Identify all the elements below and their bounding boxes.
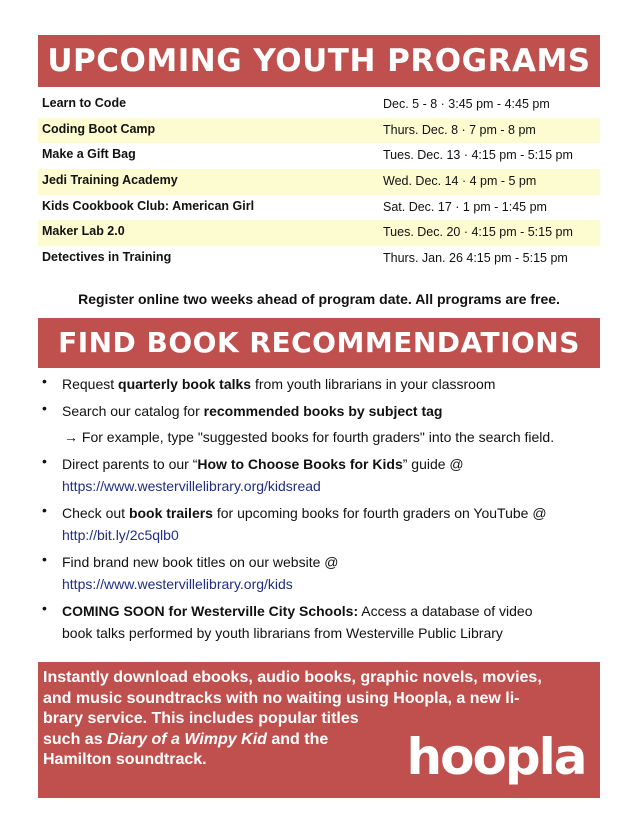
recommendations-list (38, 373, 600, 644)
bullet-icon: • (42, 373, 47, 389)
item-bold-text: COMING SOON for Westerville City Schools: (62, 603, 359, 619)
example-text: For example, type "suggested books for fourth graders" into the search field. (81, 429, 555, 445)
program-time: Thurs. Dec. 8 · 7 pm - 8 pm (383, 122, 536, 137)
list-item (38, 400, 600, 422)
program-time: Tues. Dec. 13 · 4:15 pm - 5:15 pm (383, 148, 573, 163)
program-row (38, 92, 600, 118)
list-item (38, 502, 600, 546)
item-bold-text: quarterly book talks (118, 376, 252, 392)
program-name: Jedi Training Academy (42, 173, 178, 188)
register-note: Register online two weeks ahead of program date. All programs are free. (78, 291, 560, 307)
item-text: from youth librarians in your classroom (251, 376, 496, 392)
book-recommendations-banner: FIND BOOK RECOMMENDATIONS (38, 318, 600, 368)
item-bold-text: How to Choose Books for Kids (197, 456, 403, 472)
promo-line: Hamilton soundtrack. (43, 751, 207, 768)
program-row (38, 220, 600, 246)
programs-table (38, 92, 600, 272)
hoopla-promo (38, 662, 600, 798)
item-bold-text: book trailers (128, 505, 213, 521)
kids-link[interactable]: https://www.westervillelibrary.org/kids (62, 576, 293, 592)
program-row (38, 169, 600, 195)
hoopla-logo (406, 724, 586, 788)
list-item (38, 551, 600, 595)
youth-programs-banner: UPCOMING YOUTH PROGRAMS (38, 35, 600, 87)
promo-line: and music soundtracks with no waiting using Hoopla, a new li- (43, 689, 520, 707)
program-time: Sat. Dec. 17 · 1 pm - 1:45 pm (383, 199, 547, 214)
example-note (38, 426, 600, 448)
item-text: Search our catalog for (62, 403, 204, 419)
item-text: Direct parents to our “ (62, 456, 198, 472)
program-name: Maker Lab 2.0 (42, 224, 125, 239)
program-name: Detectives in Training (42, 250, 172, 265)
program-name: Make a Gift Bag (42, 147, 136, 162)
program-time: Tues. Dec. 20 · 4:15 pm - 5:15 pm (383, 225, 573, 240)
arrow-icon: → (64, 429, 78, 445)
item-text: Request (62, 376, 119, 392)
book-title: Diary of a Wimpy Kid (107, 730, 267, 748)
list-item (38, 373, 600, 395)
program-name: Learn to Code (42, 96, 127, 110)
item-text: ” guide @ (402, 456, 464, 472)
program-row (38, 118, 600, 144)
promo-line: such as Diary of a Wimpy Kid and the (43, 730, 329, 748)
item-bold-text: recommended books by subject tag (203, 403, 443, 419)
kidsread-link[interactable]: https://www.westervillelibrary.org/kidsread (62, 478, 321, 494)
item-text: book talks performed by youth librarians from Westerville Public Library (62, 625, 503, 641)
program-time: Thurs. Jan. 26 4:15 pm - 5:15 pm (383, 251, 568, 266)
program-name: Coding Boot Camp (42, 121, 156, 136)
list-item (38, 453, 600, 497)
program-name: Kids Cookbook Club: American Girl (42, 198, 255, 213)
program-row (38, 143, 600, 169)
program-row (38, 195, 600, 221)
item-text: for upcoming books for fourth graders on YouTube @ (212, 505, 547, 521)
program-time: Wed. Dec. 14 · 4 pm - 5 pm (383, 174, 537, 189)
youtube-link[interactable]: http://bit.ly/2c5qlb0 (62, 527, 179, 543)
bullet-icon: • (42, 551, 47, 567)
bullet-icon: • (42, 400, 47, 416)
bullet-icon: • (42, 453, 47, 469)
item-text: Find brand new book titles on our website @ (62, 554, 339, 570)
bullet-icon: • (42, 502, 47, 518)
list-item (38, 600, 600, 644)
program-time: Dec. 5 - 8 · 3:45 pm - 4:45 pm (383, 97, 550, 111)
promo-line: Instantly download ebooks, audio books, graphic novels, movies, (43, 669, 542, 686)
hoopla-logo-text: hoopla (406, 728, 586, 786)
promo-line: brary service. This includes popular titles (43, 710, 359, 727)
program-row (38, 246, 600, 272)
bullet-icon: • (42, 600, 47, 616)
item-text: Check out (62, 505, 129, 521)
item-text: Access a database of video (358, 603, 533, 619)
